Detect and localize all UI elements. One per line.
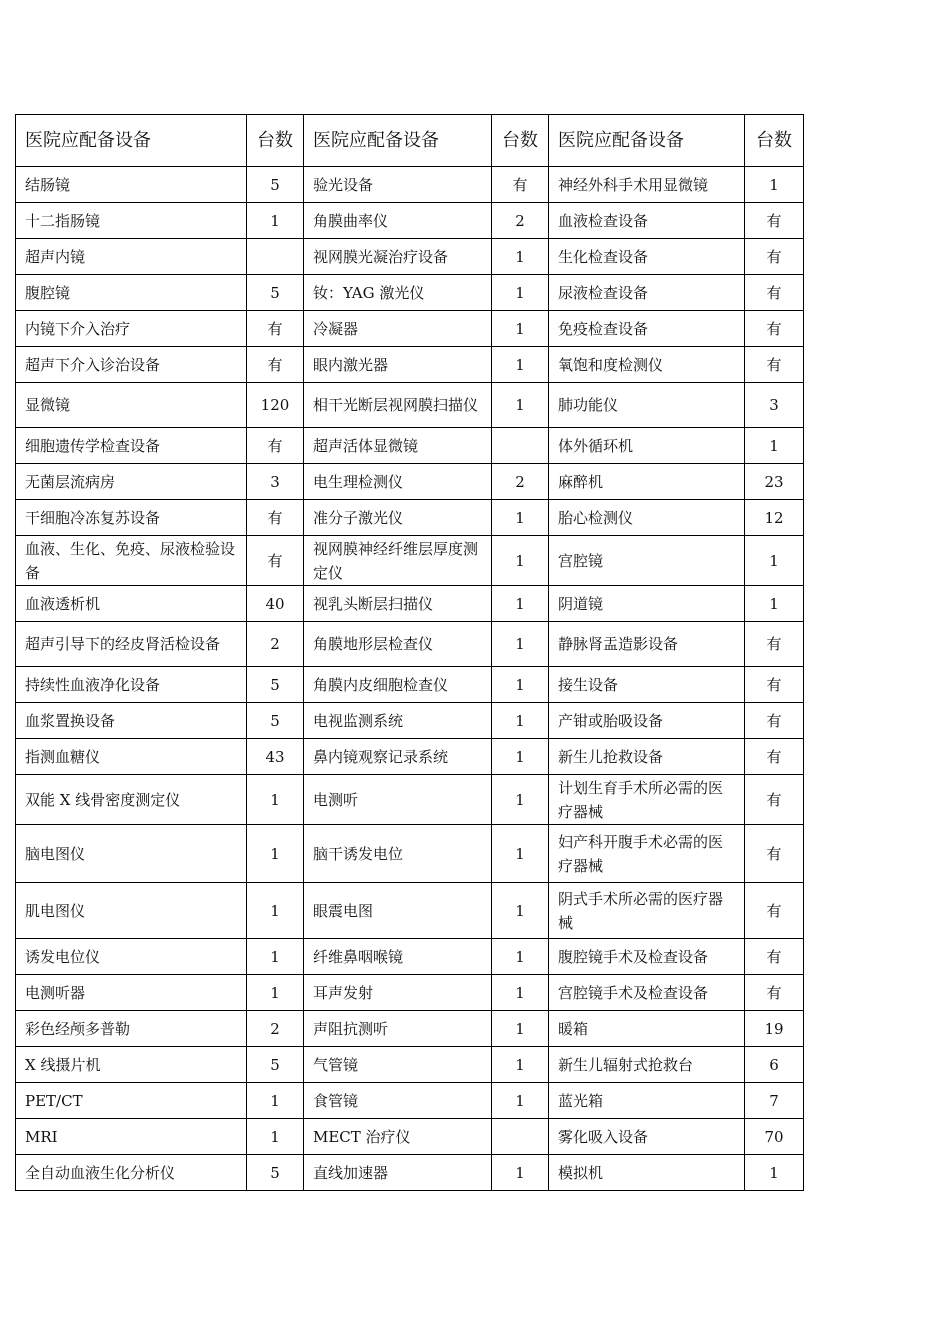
count-cell: 1 — [492, 239, 549, 275]
count-cell — [492, 1119, 549, 1155]
table-row — [16, 622, 804, 667]
count-cell — [492, 428, 549, 464]
equipment-cell: 宫腔镜 — [549, 536, 745, 586]
count-cell: 1 — [247, 975, 304, 1011]
equipment-cell: 鼻内镜观察记录系统 — [304, 739, 492, 775]
count-cell: 1 — [492, 311, 549, 347]
count-cell: 1 — [247, 939, 304, 975]
column-header-count: 台数 — [247, 115, 304, 167]
count-cell: 1 — [492, 586, 549, 622]
equipment-cell: 宫腔镜手术及检查设备 — [549, 975, 745, 1011]
equipment-cell: 体外循环机 — [549, 428, 745, 464]
equipment-cell: 眼震电图 — [304, 883, 492, 939]
count-cell: 2 — [247, 622, 304, 667]
count-cell: 1 — [745, 536, 804, 586]
equipment-cell: 血液透析机 — [16, 586, 247, 622]
count-cell: 1 — [492, 500, 549, 536]
count-cell: 1 — [492, 825, 549, 883]
equipment-cell: 腹腔镜手术及检查设备 — [549, 939, 745, 975]
count-cell: 有 — [247, 536, 304, 586]
count-cell: 有 — [492, 167, 549, 203]
equipment-cell: 内镜下介入治疗 — [16, 311, 247, 347]
count-cell: 有 — [745, 975, 804, 1011]
equipment-cell: 视网膜神经纤维层厚度测定仪 — [304, 536, 492, 586]
equipment-cell: 模拟机 — [549, 1155, 745, 1191]
equipment-cell: 电视监测系统 — [304, 703, 492, 739]
count-cell: 有 — [247, 500, 304, 536]
equipment-cell: 眼内激光器 — [304, 347, 492, 383]
table-row — [16, 739, 804, 775]
table-row — [16, 1083, 804, 1119]
equipment-cell: 血浆置换设备 — [16, 703, 247, 739]
count-cell: 5 — [247, 275, 304, 311]
equipment-cell: 十二指肠镜 — [16, 203, 247, 239]
equipment-cell: 视乳头断层扫描仪 — [304, 586, 492, 622]
count-cell: 1 — [492, 536, 549, 586]
table-row — [16, 1011, 804, 1047]
equipment-cell: 血液检查设备 — [549, 203, 745, 239]
equipment-cell: 角膜地形层检查仪 — [304, 622, 492, 667]
table-row — [16, 975, 804, 1011]
equipment-cell: 氧饱和度检测仪 — [549, 347, 745, 383]
count-cell — [247, 239, 304, 275]
table-body — [16, 167, 804, 1191]
equipment-cell: 超声内镜 — [16, 239, 247, 275]
table-row — [16, 383, 804, 428]
equipment-cell: 钕：YAG 激光仪 — [304, 275, 492, 311]
equipment-cell: 麻醉机 — [549, 464, 745, 500]
count-cell: 5 — [247, 1047, 304, 1083]
equipment-cell: 纤维鼻咽喉镜 — [304, 939, 492, 975]
count-cell: 5 — [247, 667, 304, 703]
count-cell: 1 — [247, 883, 304, 939]
count-cell: 1 — [492, 275, 549, 311]
count-cell: 有 — [745, 203, 804, 239]
count-cell: 5 — [247, 167, 304, 203]
count-cell: 有 — [247, 347, 304, 383]
equipment-table — [15, 114, 804, 1191]
count-cell: 有 — [745, 825, 804, 883]
equipment-cell: 电生理检测仪 — [304, 464, 492, 500]
count-cell: 有 — [247, 428, 304, 464]
equipment-cell: 干细胞冷冻复苏设备 — [16, 500, 247, 536]
count-cell: 有 — [745, 739, 804, 775]
equipment-cell: 神经外科手术用显微镜 — [549, 167, 745, 203]
table-row — [16, 703, 804, 739]
column-header-count: 台数 — [492, 115, 549, 167]
equipment-cell: 角膜内皮细胞检查仪 — [304, 667, 492, 703]
count-cell: 有 — [247, 311, 304, 347]
count-cell: 7 — [745, 1083, 804, 1119]
table-row — [16, 464, 804, 500]
equipment-cell: 直线加速器 — [304, 1155, 492, 1191]
equipment-cell: 新生儿辐射式抢救台 — [549, 1047, 745, 1083]
table-row — [16, 428, 804, 464]
equipment-cell: 雾化吸入设备 — [549, 1119, 745, 1155]
table-row — [16, 883, 804, 939]
count-cell: 120 — [247, 383, 304, 428]
table-header-row — [16, 115, 804, 167]
count-cell: 1 — [492, 383, 549, 428]
table-row — [16, 275, 804, 311]
count-cell: 40 — [247, 586, 304, 622]
count-cell: 1 — [492, 939, 549, 975]
table-row — [16, 1047, 804, 1083]
count-cell: 1 — [492, 1011, 549, 1047]
count-cell: 有 — [745, 703, 804, 739]
equipment-cell: 气管镜 — [304, 1047, 492, 1083]
equipment-cell: 静脉肾盂造影设备 — [549, 622, 745, 667]
table-row — [16, 667, 804, 703]
column-header-equipment: 医院应配备设备 — [304, 115, 492, 167]
equipment-cell: 彩色经颅多普勒 — [16, 1011, 247, 1047]
count-cell: 1 — [492, 975, 549, 1011]
count-cell: 有 — [745, 622, 804, 667]
equipment-cell: 结肠镜 — [16, 167, 247, 203]
equipment-cell: 指测血糖仪 — [16, 739, 247, 775]
equipment-cell: MRI — [16, 1119, 247, 1155]
equipment-cell: 脑电图仪 — [16, 825, 247, 883]
count-cell: 1 — [247, 203, 304, 239]
table-row — [16, 347, 804, 383]
equipment-cell: MECT 治疗仪 — [304, 1119, 492, 1155]
equipment-cell: 声阻抗测听 — [304, 1011, 492, 1047]
equipment-cell: 超声引导下的经皮肾活检设备 — [16, 622, 247, 667]
equipment-cell: 角膜曲率仪 — [304, 203, 492, 239]
count-cell: 有 — [745, 275, 804, 311]
count-cell: 有 — [745, 311, 804, 347]
table-row — [16, 203, 804, 239]
equipment-cell: 血液、生化、免疫、尿液检验设备 — [16, 536, 247, 586]
table-row — [16, 311, 804, 347]
count-cell: 有 — [745, 775, 804, 825]
table-row — [16, 536, 804, 586]
count-cell: 3 — [247, 464, 304, 500]
column-header-equipment: 医院应配备设备 — [549, 115, 745, 167]
equipment-cell: 阴式手术所必需的医疗器械 — [549, 883, 745, 939]
count-cell: 43 — [247, 739, 304, 775]
equipment-cell: X 线摄片机 — [16, 1047, 247, 1083]
equipment-cell: 接生设备 — [549, 667, 745, 703]
equipment-cell: 持续性血液净化设备 — [16, 667, 247, 703]
count-cell: 1 — [492, 347, 549, 383]
equipment-cell: 电测听器 — [16, 975, 247, 1011]
table-row — [16, 1155, 804, 1191]
equipment-cell: 妇产科开腹手术必需的医疗器械 — [549, 825, 745, 883]
equipment-cell: 视网膜光凝治疗设备 — [304, 239, 492, 275]
count-cell: 5 — [247, 703, 304, 739]
equipment-cell: 验光设备 — [304, 167, 492, 203]
equipment-cell: PET/CT — [16, 1083, 247, 1119]
count-cell: 1 — [247, 825, 304, 883]
equipment-cell: 细胞遗传学检查设备 — [16, 428, 247, 464]
equipment-cell: 生化检查设备 — [549, 239, 745, 275]
table-row — [16, 1119, 804, 1155]
equipment-cell: 尿液检查设备 — [549, 275, 745, 311]
equipment-cell: 暖箱 — [549, 1011, 745, 1047]
equipment-cell: 蓝光箱 — [549, 1083, 745, 1119]
count-cell: 6 — [745, 1047, 804, 1083]
table-row — [16, 167, 804, 203]
count-cell: 1 — [247, 1119, 304, 1155]
equipment-cell: 显微镜 — [16, 383, 247, 428]
count-cell: 1 — [247, 1083, 304, 1119]
column-header-equipment: 医院应配备设备 — [16, 115, 247, 167]
count-cell: 有 — [745, 883, 804, 939]
count-cell: 1 — [492, 703, 549, 739]
equipment-cell: 准分子激光仪 — [304, 500, 492, 536]
equipment-cell: 耳声发射 — [304, 975, 492, 1011]
table-row — [16, 939, 804, 975]
equipment-cell: 新生儿抢救设备 — [549, 739, 745, 775]
equipment-cell: 脑干诱发电位 — [304, 825, 492, 883]
equipment-cell: 腹腔镜 — [16, 275, 247, 311]
equipment-cell: 肌电图仪 — [16, 883, 247, 939]
count-cell: 1 — [492, 667, 549, 703]
count-cell: 1 — [492, 1047, 549, 1083]
equipment-cell: 免疫检查设备 — [549, 311, 745, 347]
equipment-cell: 阴道镜 — [549, 586, 745, 622]
column-header-count: 台数 — [745, 115, 804, 167]
count-cell: 1 — [492, 622, 549, 667]
count-cell: 19 — [745, 1011, 804, 1047]
count-cell: 1 — [745, 167, 804, 203]
count-cell: 3 — [745, 383, 804, 428]
equipment-cell: 超声下介入诊治设备 — [16, 347, 247, 383]
equipment-cell: 冷凝器 — [304, 311, 492, 347]
count-cell: 1 — [492, 883, 549, 939]
equipment-cell: 产钳或胎吸设备 — [549, 703, 745, 739]
equipment-cell: 相干光断层视网膜扫描仪 — [304, 383, 492, 428]
equipment-cell: 肺功能仪 — [549, 383, 745, 428]
table-row — [16, 775, 804, 825]
count-cell: 1 — [492, 739, 549, 775]
equipment-cell: 超声活体显微镜 — [304, 428, 492, 464]
count-cell: 有 — [745, 939, 804, 975]
equipment-cell: 计划生育手术所必需的医疗器械 — [549, 775, 745, 825]
equipment-cell: 食管镜 — [304, 1083, 492, 1119]
equipment-cell: 诱发电位仪 — [16, 939, 247, 975]
count-cell: 有 — [745, 239, 804, 275]
count-cell: 有 — [745, 667, 804, 703]
count-cell: 5 — [247, 1155, 304, 1191]
count-cell: 1 — [745, 586, 804, 622]
table-row — [16, 825, 804, 883]
count-cell: 1 — [492, 1155, 549, 1191]
equipment-cell: 胎心检测仪 — [549, 500, 745, 536]
count-cell: 1 — [247, 775, 304, 825]
equipment-cell: 电测听 — [304, 775, 492, 825]
equipment-cell: 无菌层流病房 — [16, 464, 247, 500]
count-cell: 1 — [745, 1155, 804, 1191]
count-cell: 2 — [247, 1011, 304, 1047]
count-cell: 23 — [745, 464, 804, 500]
count-cell: 1 — [745, 428, 804, 464]
count-cell: 2 — [492, 203, 549, 239]
table-row — [16, 239, 804, 275]
count-cell: 1 — [492, 775, 549, 825]
equipment-cell: 双能 X 线骨密度测定仪 — [16, 775, 247, 825]
table-row — [16, 586, 804, 622]
count-cell: 2 — [492, 464, 549, 500]
count-cell: 70 — [745, 1119, 804, 1155]
count-cell: 12 — [745, 500, 804, 536]
count-cell: 1 — [492, 1083, 549, 1119]
count-cell: 有 — [745, 347, 804, 383]
equipment-cell: 全自动血液生化分析仪 — [16, 1155, 247, 1191]
table-row — [16, 500, 804, 536]
